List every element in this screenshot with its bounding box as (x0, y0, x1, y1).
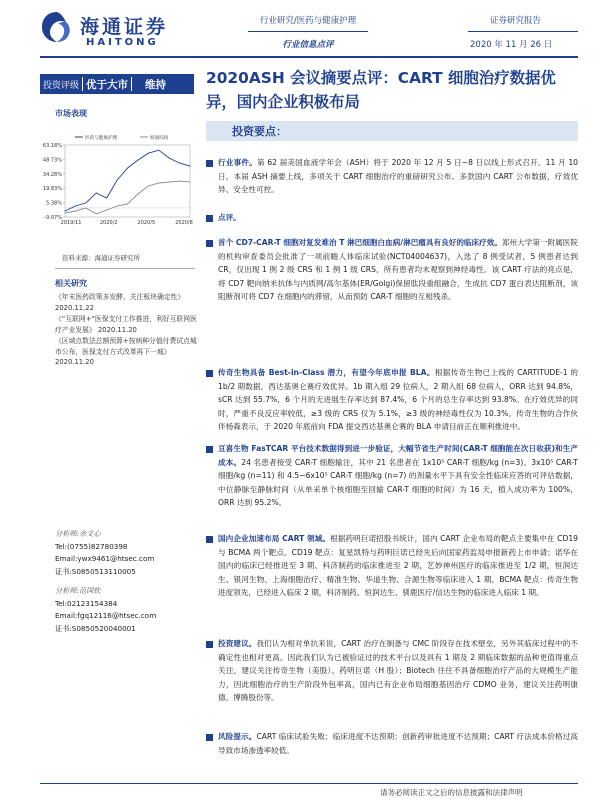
haitong-logo-icon (40, 10, 74, 44)
related-item-date: 2020.11.20 (55, 358, 94, 366)
data-point (137, 194, 138, 195)
related-research-title: 相关研究 (55, 279, 87, 288)
rating-action: 维持 (145, 78, 167, 91)
data-point (85, 202, 86, 203)
data-point (96, 213, 97, 214)
x-tick-label: 2020/5 (137, 220, 156, 226)
investment-rating (40, 74, 194, 94)
related-item[interactable] (55, 314, 197, 335)
data-point (85, 207, 86, 208)
x-tick-label: 2020/8 (175, 220, 193, 226)
data-point (117, 205, 118, 206)
key-points-title: 投资要点： (232, 125, 287, 138)
chart-source: 资料来源：海通证券研究所 (62, 254, 140, 262)
point-body: 郑州大学第一附属医院的机构审查委员会批准了一项前瞻人体临床试验(NCT04004637)，入选了 8 例受试者，5 例患者达到 CR，仅出现 1 例 2 级 CRS 和 1 例 1 级 CRS，所有患者均未观察到神经毒性。该 CART 疗法的亮点是，将 CD7 靶向纳米抗体与内质网/高尔基体(ER/Golgi)保留肽段重组融合，生成抗 CD7 蛋白表达阻断剂，该阻断剂可将 CD7 在细胞内的滞留，从而预防 CAR-T 细胞的互相残杀。 (218, 238, 578, 301)
bullet-icon (206, 734, 213, 741)
point-body: 第 62 届美国血液学年会（ASH）将于 2020 年 12 月 5 日~8 日以线上形式召开。11 月 10 日，本届 ASH 摘要上线，多项关于 CART 细胞治疗的重磅研究公布。多款国内 CART 公布数据，疗效优异、安全性可控。 (218, 158, 578, 194)
data-point (117, 180, 118, 181)
y-tick-label: 63.18% (42, 143, 62, 149)
related-item-date: 2020.11.22 (55, 303, 94, 312)
bullet-icon (206, 641, 213, 648)
data-point (65, 212, 66, 213)
header-rule (40, 56, 578, 58)
related-research-list (55, 292, 197, 369)
data-point (137, 160, 138, 161)
data-point (158, 150, 159, 151)
header-divider (468, 31, 578, 32)
analyst-name: 分析师:范国钦 (55, 585, 101, 595)
related-item-text: 《“互联网+”医保支付工作推进，利好互联网医疗产业发展》 (55, 315, 197, 334)
bullet-icon (206, 446, 213, 453)
data-point (106, 197, 107, 198)
series-line-index (65, 181, 190, 214)
analyst-email[interactable]: Email:ywx9461@htsec.com (55, 554, 155, 564)
data-point (179, 163, 180, 164)
data-point (127, 203, 128, 204)
data-point (190, 166, 191, 167)
related-item-text: 《区域点数法总额预算+按病种分值付费试点城市公布，医保支付方式改革再下一城》 (55, 337, 197, 356)
y-tick-label: 48.73% (42, 157, 62, 164)
report-type: 证券研究报告 (490, 16, 542, 26)
point-lead: 行业事件。 (218, 158, 257, 167)
related-item[interactable] (55, 292, 197, 313)
rating-label: 投资评级 (43, 80, 80, 91)
logo-chinese-name: 海通证券 (80, 16, 169, 38)
data-point (158, 183, 159, 184)
point-lead: 投资建议。 (218, 639, 257, 648)
analyst-cert: 证书:S0850520040001 (55, 623, 136, 633)
y-tick-label: -9.07% (44, 215, 62, 221)
report-category: 行业研究/医药与健康护理 (259, 16, 357, 26)
market-performance-chart (35, 131, 197, 231)
point-body: 根据传奇生物已上线的 CARTITUDE-1 的 1b/2 期数据，西达基奥仑赛疗效优异。1b 期入组 29 位病人，2 期入组 68 位病人，ORR 达到 94.8%，sCR 达到 55.7%，6 个月的无进展生存率达到 87.4%，6 个月的总生存率达到 93.8%。在疗效优异的同时，严重不良反应率较低，≥3 级的 CRS 仅为 5.1%，≥3 级的神经毒性仅为 10.3%。传奇生物的合作伙伴杨森表示，于 2020 年底前向 FDA 提交西达基奥仑赛的 BLA 申请目前正在顺利推进中。 (218, 368, 578, 431)
analyst-tel: Tel:(0755)82780398 (55, 541, 128, 551)
data-point (179, 181, 180, 182)
y-tick-label: 34.28% (42, 171, 62, 178)
data-point (65, 210, 66, 211)
point-body: 根据药明巨诺招股书统计，国内 CART 企业布局的靶点主要集中在 CD19 与 BCMA 两个靶点。CD19 靶点：复星凯特与药明巨诺已经先后向国家药监局申报新药上市申请；诺华在国内的临床已经推进至 3 期、科济制药的临床推进至 2 期，艺妙神州医疗的临床推进至 1/2 期，恒润达生、银河生物、上海细胞治疗、精准生物、华道生物、合源生物等临床进入 1 期。BCMA 靶点：传奇生物进度领先，已经进入临床 2 期，科济制药、恒润达生、驯鹿医疗/信达生物的临床进入临床 1 期。 (218, 534, 578, 597)
point-lead: 点评。 (218, 213, 241, 222)
y-tick-label: 19.83% (42, 186, 62, 193)
legend-label-index: 海通综指 (150, 136, 169, 141)
data-point (148, 153, 149, 154)
data-point (106, 209, 107, 210)
footer-rule (40, 783, 578, 784)
data-point (169, 182, 170, 183)
bullet-icon (206, 160, 213, 167)
data-point (148, 186, 149, 187)
analyst-contacts (55, 528, 195, 636)
header-divider (248, 31, 368, 32)
point-lead: 风险提示。 (218, 732, 257, 741)
rating-separator (131, 77, 132, 91)
report-title: 2020ASH 会议摘要点评：CART 细胞治疗数据优异，国内企业积极布局 (206, 69, 556, 111)
data-point (127, 168, 128, 169)
data-point (75, 205, 76, 206)
logo-english-name: HAITONG (86, 37, 159, 48)
report-date: 2020 年 11 月 26 日 (470, 40, 553, 50)
footer-disclaimer: 请务必阅读正文之后的信息披露和法律声明 (380, 788, 523, 797)
data-point (169, 158, 170, 159)
rating-value: 优于大市 (86, 78, 129, 91)
data-point (96, 193, 97, 194)
point-body: CART 临床试验失败；临床进度不达预期；创新药审批进度不达预期；CART 疗法成本价格过高导致市场渗透率较低。 (218, 732, 579, 755)
market-performance-title: 市场表现 (55, 109, 87, 118)
point-lead: 亘喜生物 FasTCAR 平台技术数据得到进一步验证，大幅节省生产时间(CAR-T 细胞能在次日收获)和生产成本。 (218, 444, 578, 467)
chart-plot-frame (65, 145, 190, 217)
point-body: 24 名患者接受 CAR-T 细胞输注，其中 21 名患者在 1x10⁵ CAR-T 细胞/kg (n=3)、3x10⁵ CAR-T 细胞/kg (n=11) 和 4.5~6x10⁵ CAR-T 细胞/kg (n=7) 的剂量水平下具有安全性临床应答的可评估数据，中位静脉至静脉时间（从单采单个核细胞至回输 CAR-T 细胞的时间）为 16 天，植入成功率为 100%，ORR 达到 95.2%。 (218, 457, 578, 507)
related-item[interactable] (55, 336, 197, 368)
bullet-icon (206, 215, 213, 222)
x-tick-label: 2019/11 (60, 220, 82, 226)
point-lead: 首个 CD7-CAR-T 细胞对复发难治 T 淋巴细胞白血病/淋巴瘤具有良好的临床疗效。 (218, 238, 502, 247)
bullet-icon (206, 240, 213, 247)
data-point (75, 210, 76, 211)
analyst-cert: 证书:S0850513110005 (55, 567, 136, 577)
point-lead: 国内企业加速布局 CART 领域。 (218, 534, 331, 543)
point-lead: 传奇生物具备 Best-in-Class 潜力，有望今年底申报 BLA。 (218, 368, 435, 377)
bullet-icon (206, 370, 213, 377)
related-item-date: 2020.11.20 (97, 325, 137, 334)
analyst-name: 分析师:余文心 (55, 529, 101, 538)
related-item-text: 《年末医药政策多发酵，关注板块确定性》 (55, 293, 185, 301)
legend-label-pharma: 医药与健康护理 (85, 136, 118, 141)
analyst-email[interactable]: Email:fgq12116@htsec.com (55, 611, 157, 621)
y-tick-label: 5.38% (46, 200, 62, 207)
data-point (190, 182, 191, 183)
bullet-icon (206, 536, 213, 543)
sidebar-divider (55, 268, 195, 269)
x-tick-label: 2020/2 (99, 220, 118, 226)
report-subcategory: 行业信息点评 (282, 40, 334, 50)
point-body: 我们认为相对单抗来说，CART 治疗在制备与 CMC 阶段存在技术壁垒，另外其临床过程中的不确定性也相对更高。因此我们认为已被验证过的技术平台以及具有 1 期及 2 期临床数据的品种更值得重点关注，建议关注传奇生物（美股）、药明巨诺（H 股）；Biotech 往往不具备细胞治疗产品的大规模生产能力，因此细胞治疗的生产阶段外包率高，国内已有企业布局细胞基因治疗 CDMO 业务，建议关注药明康德、博腾股份等。 (218, 639, 578, 702)
series-line-pharma (65, 150, 190, 211)
analyst-tel: Tel:02123154384 (55, 598, 118, 608)
